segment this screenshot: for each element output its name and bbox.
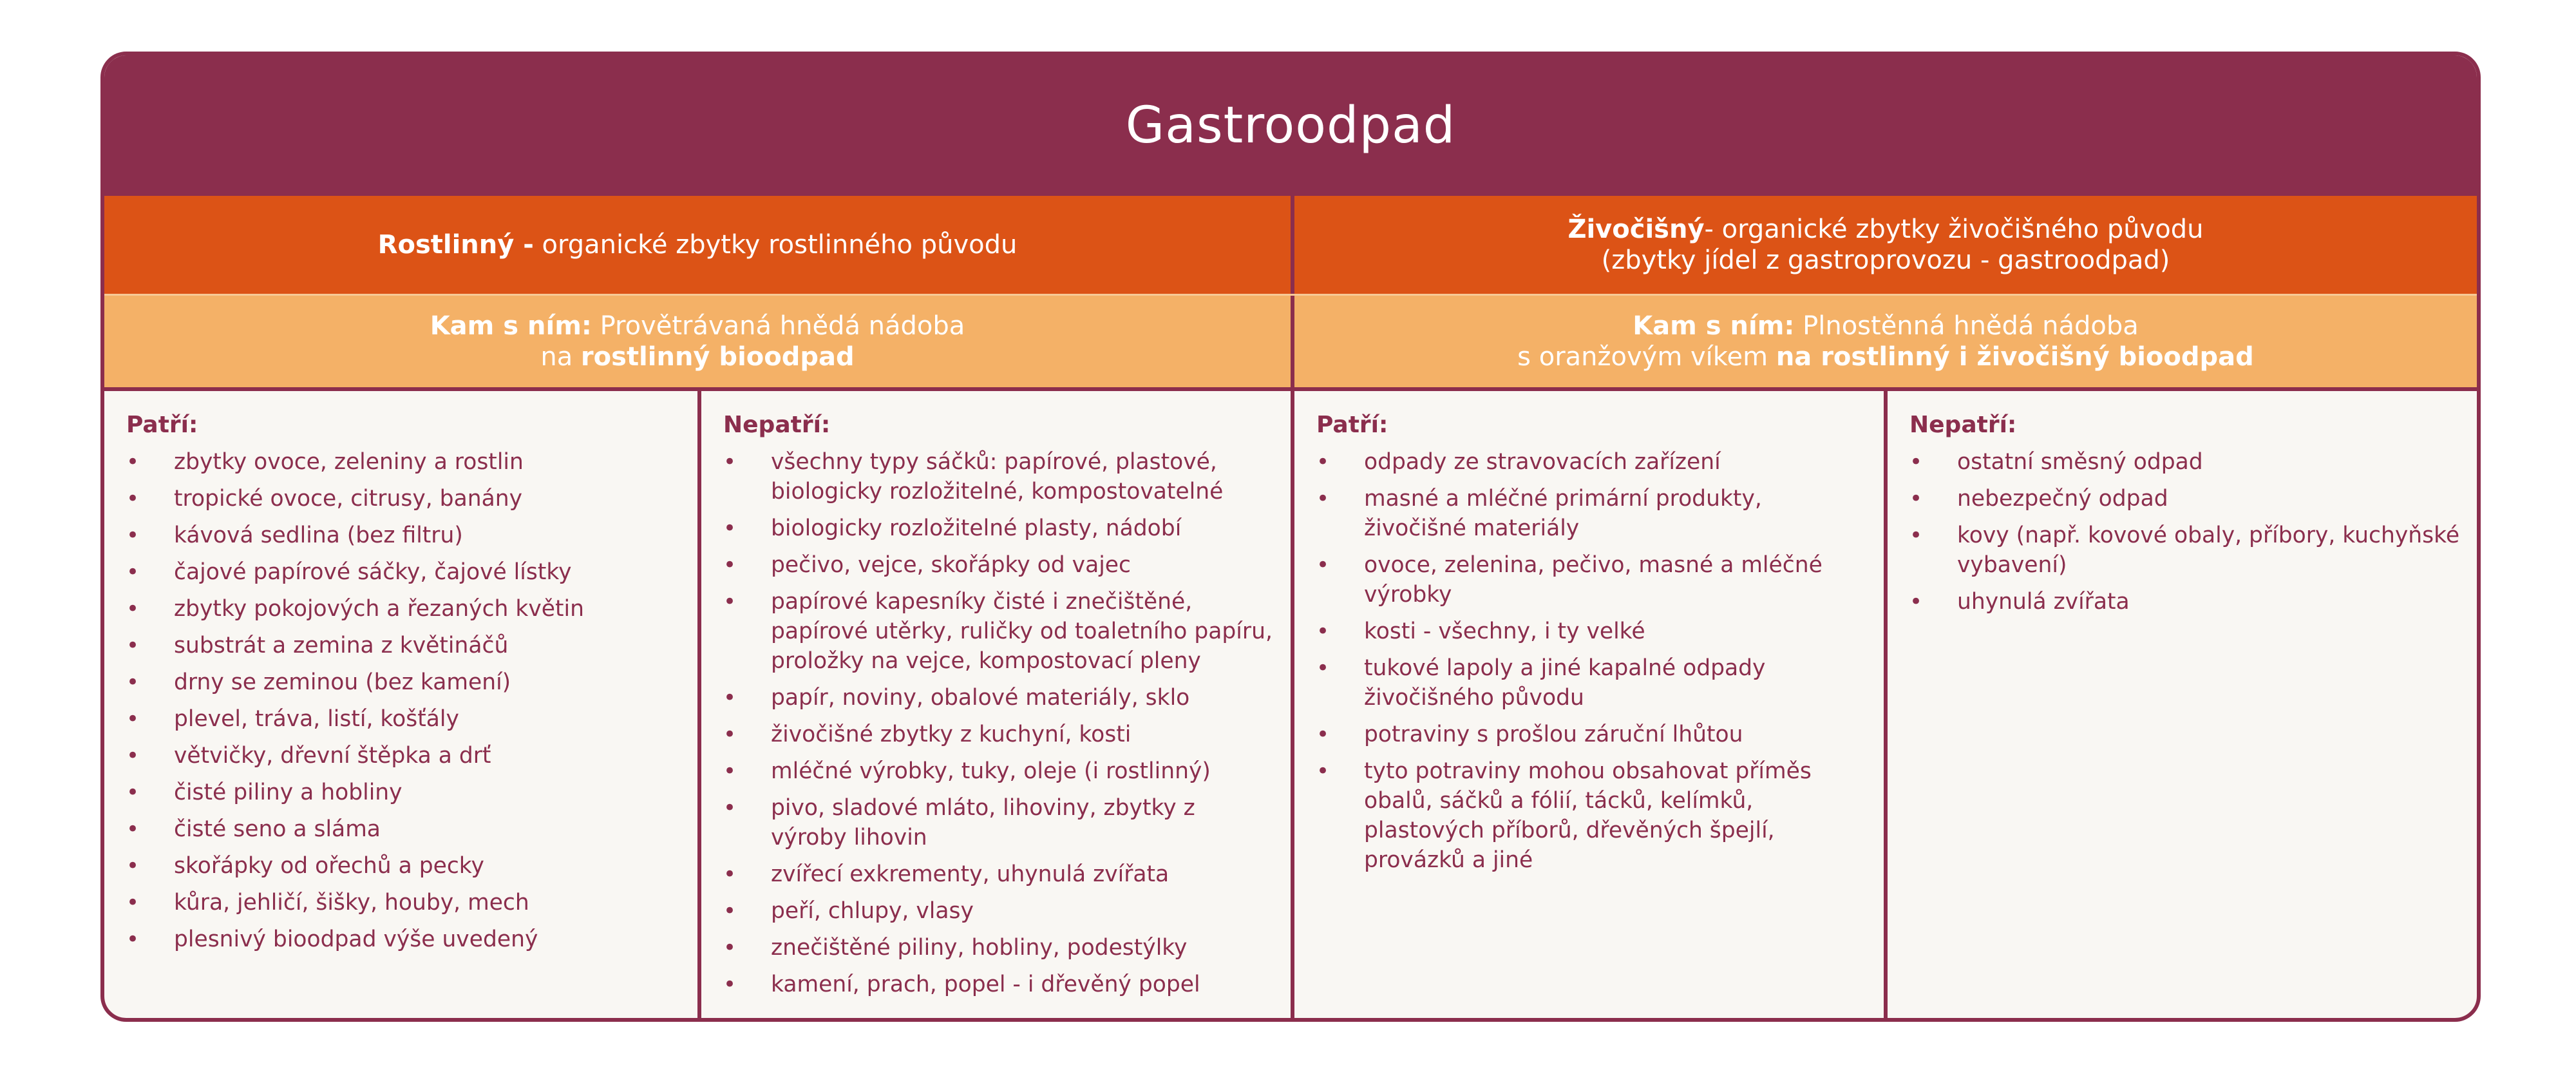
plant-header-text: organické zbytky rostlinného původu (533, 230, 1018, 260)
animal-container-info (1291, 296, 2477, 387)
list-item: • čajové papírové sáčky, čajové lístky (126, 557, 685, 587)
plant-where-text: Provětrávaná hnědá nádoba (591, 311, 965, 341)
list-item: • masné a mléčné primární produkty, živočišné materiály (1316, 484, 1871, 543)
plant-belongs-title: Patří: (126, 412, 198, 438)
list-item: • potraviny s prošlou záruční lhůtou (1316, 720, 1871, 749)
plant-belongs-list (126, 447, 685, 954)
plant-where-prefix: na (540, 342, 581, 372)
animal-not-belongs-title: Nepatří: (1909, 412, 2017, 438)
animal-belongs-list (1316, 447, 1871, 875)
list-item: • živočišné zbytky z kuchyní, kosti (723, 720, 1278, 749)
animal-not-belongs-list (1909, 447, 2464, 617)
animal-not-belongs-column (1884, 391, 2477, 1022)
animal-where-label: Kam s ním: (1633, 311, 1795, 341)
list-item: • zbytky pokojových a řezaných květin (126, 594, 685, 624)
list-item: • plevel, tráva, listí, košťály (126, 704, 685, 734)
list-item: • mléčné výrobky, tuky, oleje (i rostlinný) (723, 756, 1278, 786)
list-item: • papírové kapesníky čisté i znečištěné, papírové utěrky, ruličky od toaletního papíru, proložky na vejce, kompostovací pleny (723, 587, 1278, 676)
list-item: • nebezpečný odpad (1909, 484, 2464, 513)
list-item: • větvičky, dřevní štěpka a drť (126, 741, 685, 771)
animal-header (1291, 196, 2477, 294)
list-item: • pivo, sladové mláto, lihoviny, zbytky z výroby lihovin (723, 793, 1278, 852)
plant-not-belongs-column (697, 391, 1291, 1022)
plant-belongs-column (104, 391, 697, 1022)
list-item: • ostatní směsný odpad (1909, 447, 2464, 477)
list-item: • kůra, jehličí, šišky, houby, mech (126, 888, 685, 917)
plant-container-info (104, 296, 1291, 387)
list-item: • skořápky od ořechů a pecky (126, 851, 685, 881)
gastroodpad-card (100, 52, 2481, 1022)
list-item: • tukové lapoly a jiné kapalné odpady živočišného původu (1316, 653, 1871, 713)
list-item: • pečivo, vejce, skořápky od vajec (723, 550, 1278, 580)
list-item: • kávová sedlina (bez filtru) (126, 521, 685, 550)
list-item: • kamení, prach, popel - i dřevěný popel (723, 970, 1278, 999)
list-item: • tyto potraviny mohou obsahovat příměs obalů, sáčků a fólií, tácků, kelímků, plastových příborů, dřevěných špejlí, provázků a jiné (1316, 756, 1871, 875)
animal-belongs-column (1291, 391, 1884, 1022)
list-item: • tropické ovoce, citrusy, banány (126, 484, 685, 513)
list-item: • uhynulá zvířata (1909, 587, 2464, 617)
category-header-row (104, 196, 2477, 294)
animal-header-bold: Živočišný (1567, 215, 1705, 244)
list-item: • znečištěné piliny, hobliny, podestýlky (723, 933, 1278, 963)
list-item: • peří, chlupy, vlasy (723, 896, 1278, 926)
page-title: Gastroodpad (104, 55, 2477, 196)
animal-where-bold: na rostlinný i živočišný bioodpad (1776, 342, 2254, 372)
list-item: • čisté seno a sláma (126, 814, 685, 844)
list-item: • zvířecí exkrementy, uhynulá zvířata (723, 859, 1278, 889)
list-item: • ovoce, zelenina, pečivo, masné a mléčné výrobky (1316, 550, 1871, 609)
plant-not-belongs-list (723, 447, 1278, 999)
plant-header (104, 196, 1291, 294)
animal-header-line (1567, 214, 2203, 245)
animal-header-line2: (zbytky jídel z gastroprovozu - gastroodpad) (1601, 245, 2170, 275)
list-item: • kosti - všechny, i ty velké (1316, 617, 1871, 646)
plant-header-line (378, 229, 1018, 260)
list-item: • papír, noviny, obalové materiály, sklo (723, 683, 1278, 713)
list-item: • substrát a zemina z květináčů (126, 631, 685, 660)
list-item: • drny se zeminou (bez kamení) (126, 667, 685, 697)
list-item: • plesnivý bioodpad výše uvedený (126, 925, 685, 954)
list-item: • všechny typy sáčků: papírové, plastové, biologicky rozložitelné, kompostovatelné (723, 447, 1278, 506)
animal-where-text: Plnostěnná hnědá nádoba (1794, 311, 2139, 341)
plant-where-bold: rostlinný bioodpad (580, 342, 855, 372)
animal-belongs-title: Patří: (1316, 412, 1388, 438)
animal-header-text: - organické zbytky živočišného původu (1704, 215, 2204, 244)
list-item: • čisté piliny a hobliny (126, 778, 685, 807)
list-item: • kovy (např. kovové obaly, příbory, kuchyňské vybavení) (1909, 521, 2464, 580)
plant-header-bold: Rostlinný - (377, 230, 534, 260)
list-item: • biologicky rozložitelné plasty, nádobí (723, 513, 1278, 543)
lists-row (104, 391, 2477, 1022)
plant-where-label: Kam s ním: (430, 311, 592, 341)
list-item: • odpady ze stravovacích zařízení (1316, 447, 1871, 477)
animal-where-prefix: s oranžovým víkem (1517, 342, 1776, 372)
container-row (104, 294, 2477, 391)
plant-not-belongs-title: Nepatří: (723, 412, 831, 438)
list-item: • zbytky ovoce, zeleniny a rostlin (126, 447, 685, 477)
